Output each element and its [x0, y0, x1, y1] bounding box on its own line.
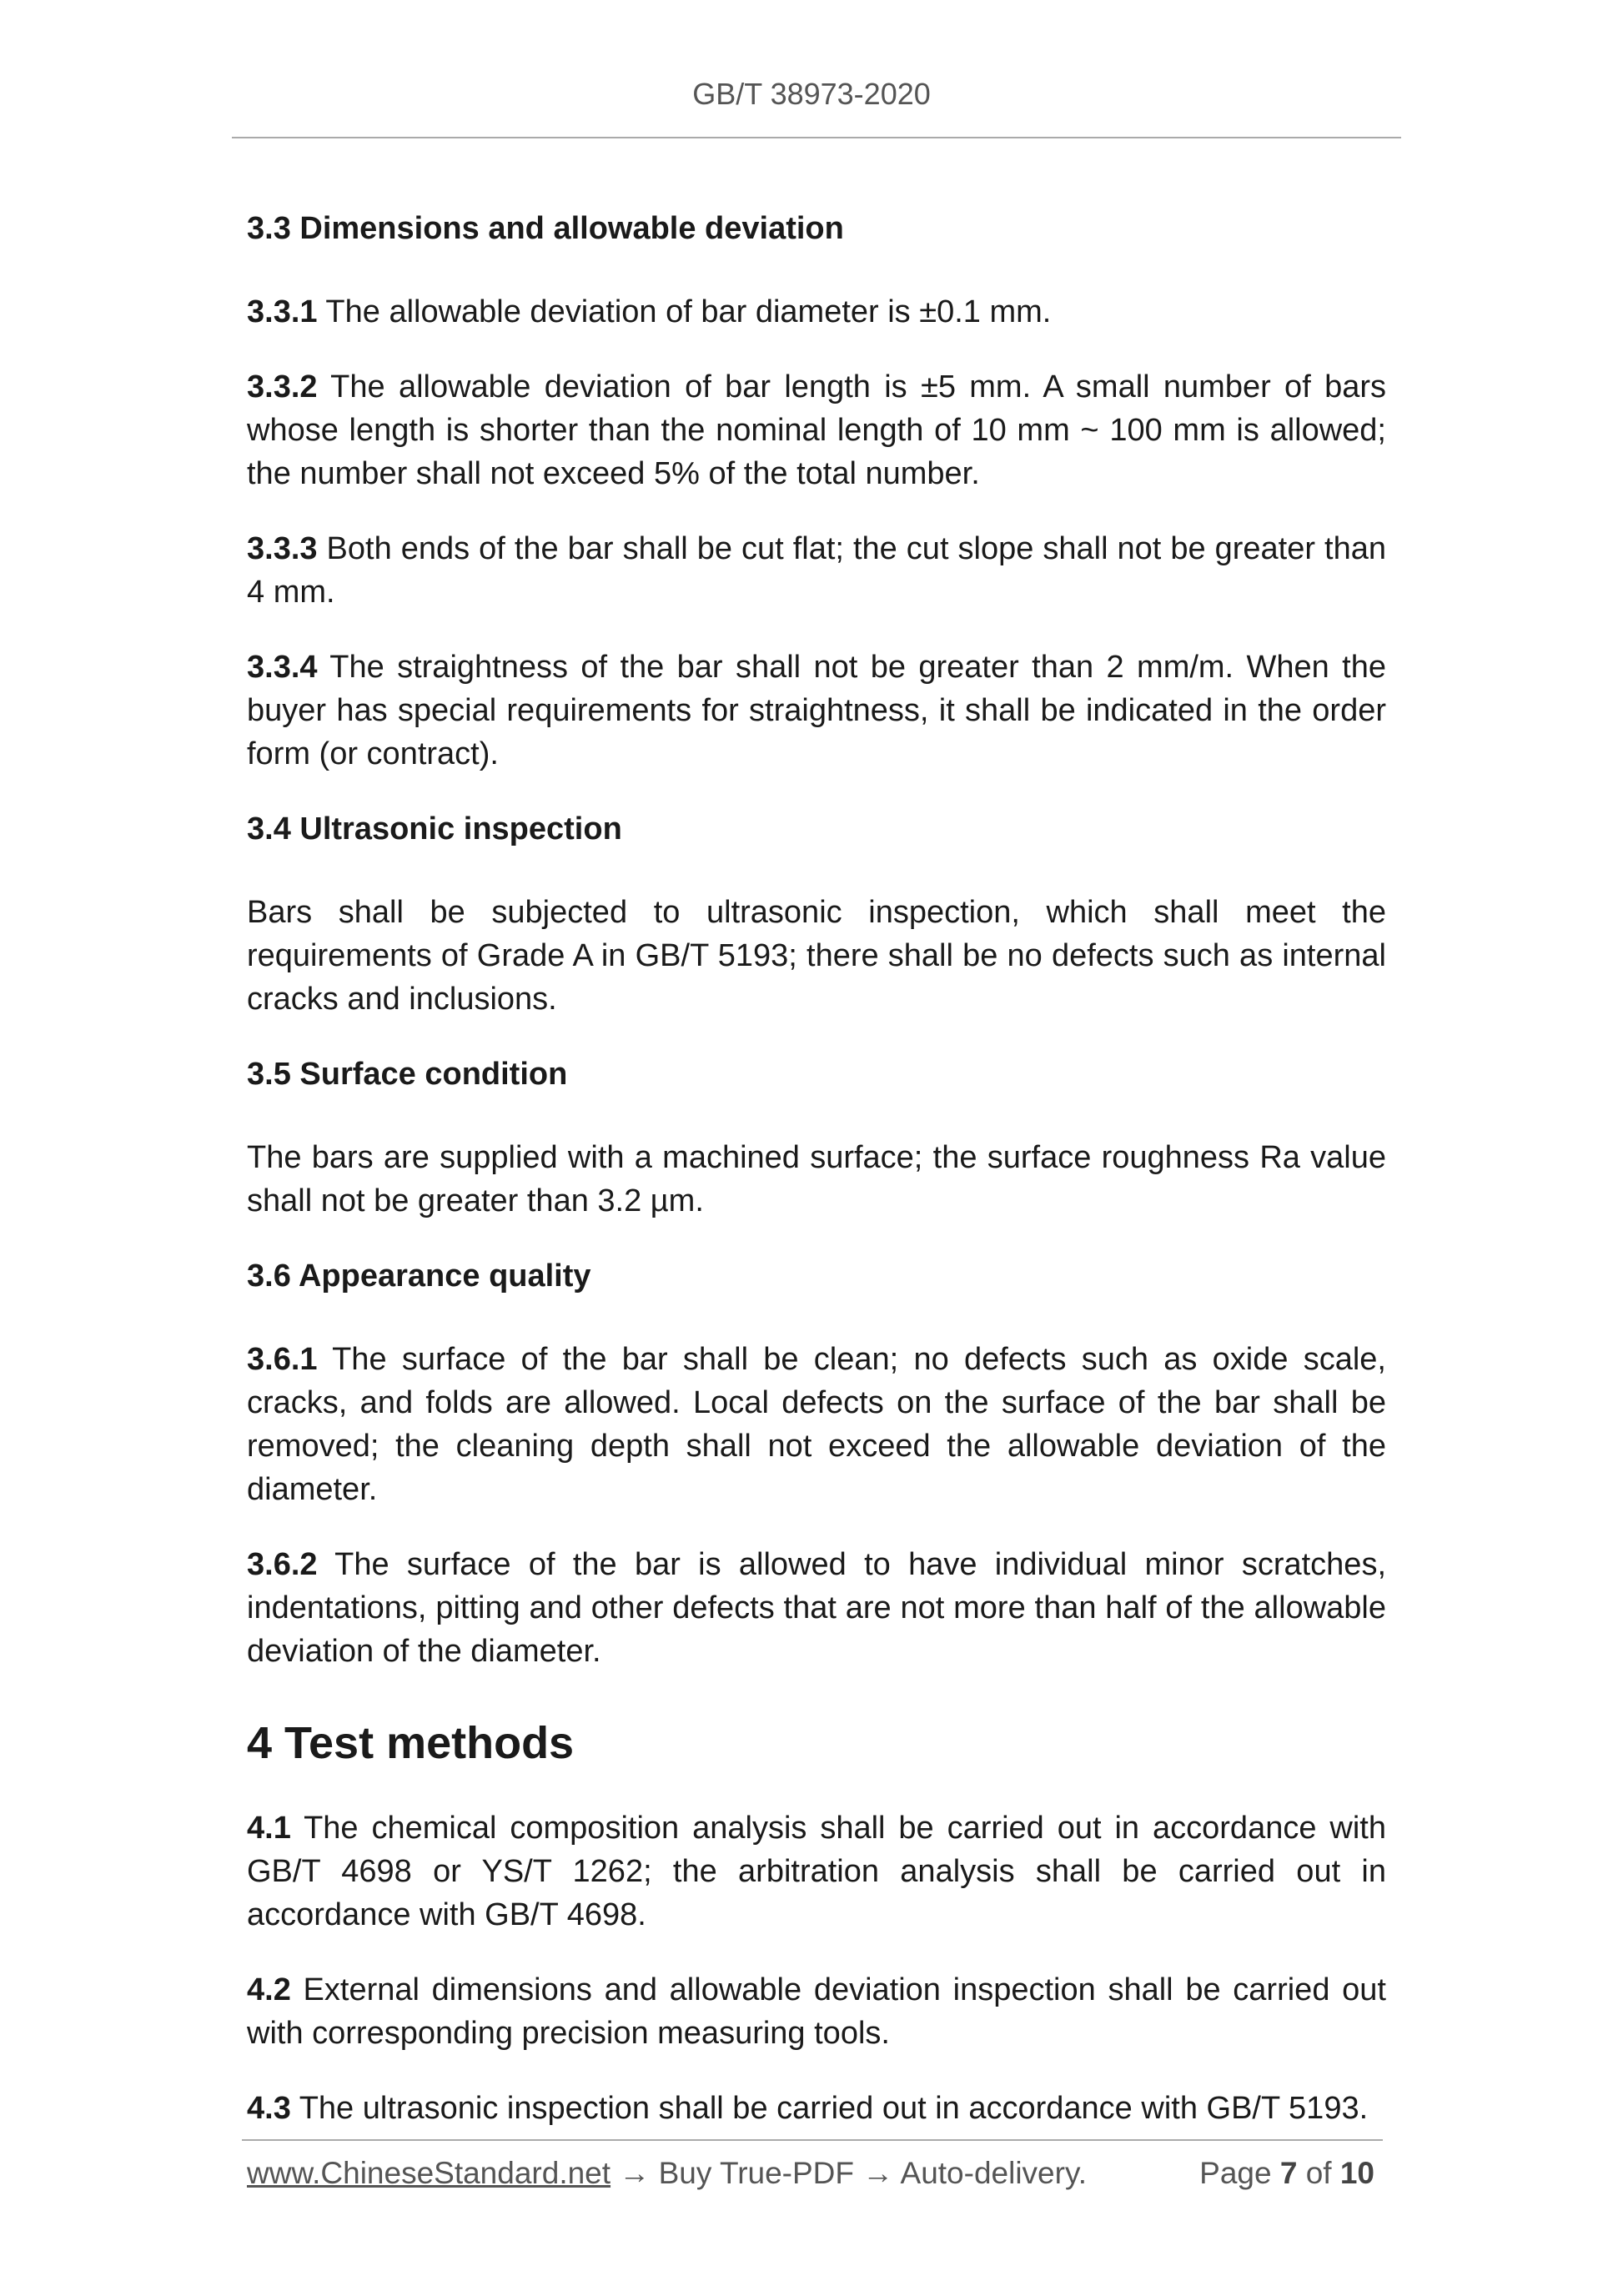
- footer-divider: [242, 2139, 1383, 2141]
- clause-number: 4.1: [247, 1811, 291, 1846]
- header-divider: [232, 137, 1401, 138]
- footer-tagline: → Buy True-PDF → Auto-delivery.: [611, 2156, 1087, 2190]
- section-3-3-heading: 3.3 Dimensions and allowable deviation: [247, 211, 844, 246]
- section-3-6-heading: 3.6 Appearance quality: [247, 1259, 591, 1294]
- page-indicator: Page 7 of 10: [1199, 2156, 1374, 2190]
- clause-number: 3.3.4: [247, 650, 318, 685]
- total-pages: 10: [1339, 2156, 1374, 2190]
- clause-4-3: [247, 2087, 1386, 2130]
- clause-text: The straightness of the bar shall not be greater than 2 mm/m. When the buyer has special requirements for straightness, it shall be indicated in the order form (or contract).: [247, 650, 1386, 771]
- clause-number: 3.6.2: [247, 1547, 318, 1582]
- current-page: 7: [1279, 2156, 1298, 2190]
- clause-3-6-2: [247, 1543, 1386, 1673]
- clause-text: The ultrasonic inspection shall be carried out in accordance with GB/T 5193.: [290, 2091, 1369, 2126]
- clause-3-3-1: [247, 290, 1386, 334]
- clause-number: 3.3.3: [247, 531, 318, 566]
- clause-4-2: [247, 1968, 1386, 2055]
- clause-4-1: [247, 1806, 1386, 1937]
- clause-3-4-text: Bars shall be subjected to ultrasonic inspection, which shall meet the requirements of Grade A in GB/T 5193; there shall be no defects such as internal cracks and inclusions.: [247, 895, 1386, 1017]
- website-link[interactable]: www.ChineseStandard.net: [247, 2156, 611, 2190]
- clause-number: 4.3: [247, 2091, 291, 2126]
- clause-text: Both ends of the bar shall be cut flat; the cut slope shall not be greater than 4 mm.: [247, 531, 1386, 610]
- clause-text: The surface of the bar is allowed to have individual minor scratches, indentations, pitting and other defects that are not more than half of the allowable deviation of the diameter.: [247, 1547, 1386, 1669]
- clause-number: 4.2: [247, 1972, 291, 2007]
- section-4-heading: 4 Test methods: [247, 1718, 575, 1768]
- clause-3-3-4: [247, 646, 1386, 776]
- clause-text: The surface of the bar shall be clean; no defects such as oxide scale, cracks, and folds are allowed. Local defects on the surface of the bar shall be removed; the cleaning depth shall not exceed the allowable deviation of the diameter.: [247, 1342, 1386, 1507]
- clause-text: The allowable deviation of bar length is ±5 mm. A small number of bars whose length is shorter than the nominal length of 10 mm ~ 100 mm is allowed; the number shall not exceed 5% of the total number.: [247, 369, 1386, 491]
- page-footer: [247, 2156, 1386, 2191]
- clause-number: 3.6.1: [247, 1342, 318, 1377]
- section-3-4-heading: 3.4 Ultrasonic inspection: [247, 811, 622, 847]
- clause-number: 3.3.2: [247, 369, 318, 404]
- page-header: GB/T 38973-2020: [692, 77, 931, 111]
- clause-3-6-1: [247, 1338, 1386, 1511]
- clause-text: External dimensions and allowable deviation inspection shall be carried out with corresponding precision measuring tools.: [247, 1972, 1386, 2051]
- clause-3-5-text: The bars are supplied with a machined surface; the surface roughness Ra value shall not be greater than 3.2 µm.: [247, 1140, 1386, 1218]
- clause-number: 3.3.1: [247, 294, 318, 329]
- clause-3-3-3: [247, 527, 1386, 614]
- clause-text: The chemical composition analysis shall be carried out in accordance with GB/T 4698 or YS/T 1262; the arbitration analysis shall be carried out in accordance with GB/T 4698.: [247, 1811, 1386, 1932]
- section-3-5-heading: 3.5 Surface condition: [247, 1057, 568, 1092]
- clause-3-3-2: [247, 365, 1386, 495]
- clause-text: The allowable deviation of bar diameter is ±0.1 mm.: [317, 294, 1052, 329]
- document-body: [247, 207, 1386, 2162]
